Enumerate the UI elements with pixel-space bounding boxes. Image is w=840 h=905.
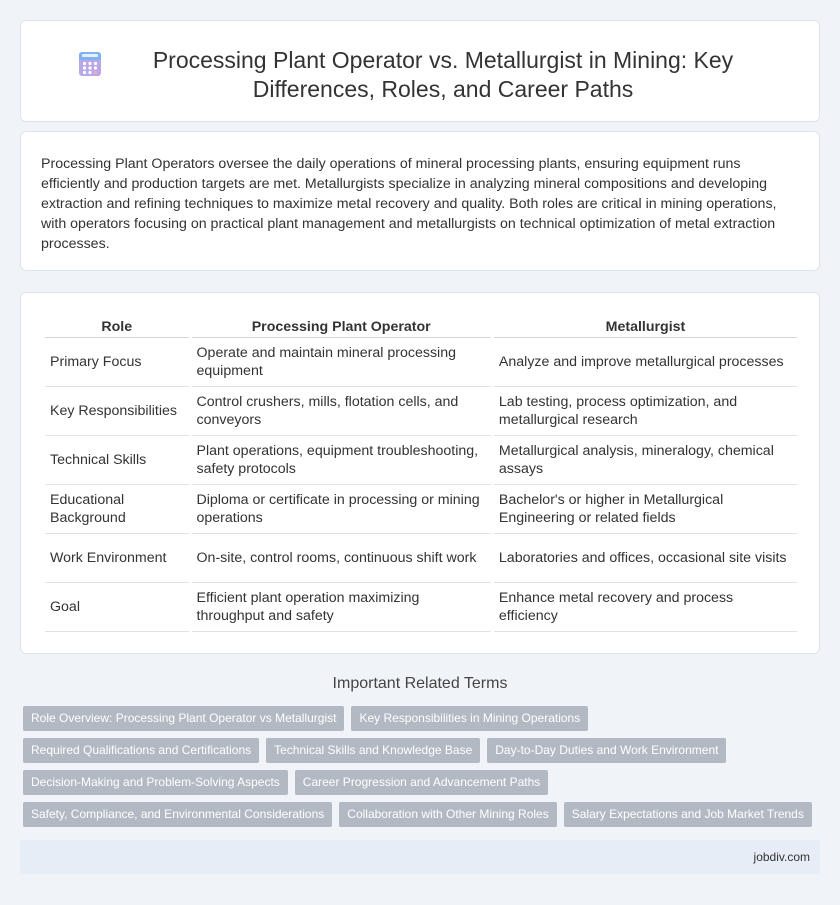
table-row [45,387,797,436]
metallurgist-cell: Laboratories and offices, occasional site visits [494,534,797,583]
tag-row [23,770,823,802]
metallurgist-cell: Enhance metal recovery and process efficiency [494,583,797,632]
metallurgist-cell: Lab testing, process optimization, and metallurgical research [494,387,797,436]
footer-site-link[interactable]: jobdiv.com [753,850,810,864]
related-tag[interactable]: Day-to-Day Duties and Work Environment [487,738,726,763]
header-metallurgist: Metallurgist [494,311,797,338]
title-wrap [21,21,819,104]
comparison-table [42,311,800,632]
related-tag[interactable]: Required Qualifications and Certifications [23,738,259,763]
metallurgist-cell: Bachelor's or higher in Metallurgical Engineering or related fields [494,485,797,534]
title-card [20,20,820,122]
tag-row [23,802,823,834]
operator-cell: Operate and maintain mineral processing equipment [192,338,491,387]
table-header-row [45,311,797,338]
calculator-icon [77,51,103,77]
related-tag[interactable]: Decision-Making and Problem-Solving Aspects [23,770,288,795]
table-row [45,485,797,534]
related-terms [23,706,823,834]
row-label: Technical Skills [45,436,189,485]
table-row [45,436,797,485]
table-row [45,338,797,387]
operator-cell: On-site, control rooms, continuous shift work [192,534,491,583]
metallurgist-cell: Metallurgical analysis, mineralogy, chemical assays [494,436,797,485]
related-tag[interactable]: Role Overview: Processing Plant Operator vs Metallurgist [23,706,344,731]
related-terms-heading: Important Related Terms [332,675,508,692]
operator-cell: Efficient plant operation maximizing throughput and safety [192,583,491,632]
metallurgist-cell: Analyze and improve metallurgical processes [494,338,797,387]
footer [20,840,820,874]
related-tag[interactable]: Collaboration with Other Mining Roles [339,802,556,827]
row-label: Work Environment [45,534,189,583]
intro-card [20,131,820,271]
intro-paragraph: Processing Plant Operators oversee the daily operations of mineral processing plants, ensuring equipment runs efficiently and production targets are met. Metallurgists specialize in analyzing mineral compositions and developing extraction and refining techniques to maximize metal recovery and quality. Both roles are critical in mining operations, with operators focusing on practical plant management and metallurgists on technical optimization of metal extraction processes. [41,156,777,252]
operator-cell: Diploma or certificate in processing or mining operations [192,485,491,534]
header-operator: Processing Plant Operator [192,311,491,338]
table-row [45,583,797,632]
row-label: Key Responsibilities [45,387,189,436]
related-tag[interactable]: Career Progression and Advancement Paths [295,770,548,795]
tag-row [23,706,823,738]
related-tag[interactable]: Safety, Compliance, and Environmental Considerations [23,802,332,827]
table-row [45,534,797,583]
operator-cell: Plant operations, equipment troubleshooting, safety protocols [192,436,491,485]
row-label: Primary Focus [45,338,189,387]
row-label: Goal [45,583,189,632]
related-tag[interactable]: Technical Skills and Knowledge Base [266,738,480,763]
page-title: Processing Plant Operator vs. Metallurgist in Mining: Key Differences, Roles, and Career Paths [152,47,734,102]
comparison-card [20,292,820,654]
related-tag[interactable]: Key Responsibilities in Mining Operations [351,706,588,731]
header-role: Role [45,311,189,338]
tag-row [23,738,823,770]
related-tag[interactable]: Salary Expectations and Job Market Trends [564,802,812,827]
row-label: Educational Background [45,485,189,534]
operator-cell: Control crushers, mills, flotation cells, and conveyors [192,387,491,436]
